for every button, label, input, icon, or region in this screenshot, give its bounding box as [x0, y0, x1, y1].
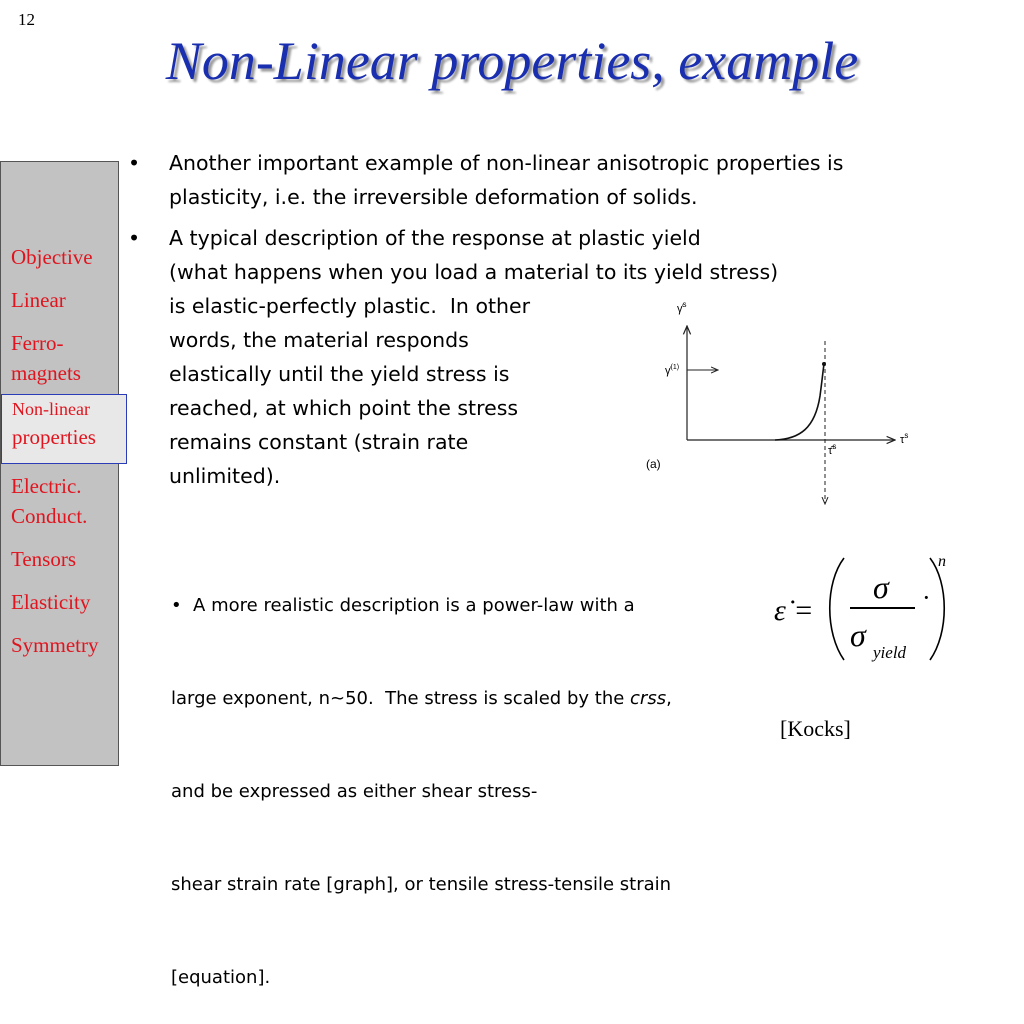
bullet-line: is elastic-perfectly plastic. In other: [169, 294, 531, 318]
sidebar-item-label: Conduct.: [11, 504, 88, 528]
x-mark-label: τ̂$^s$: [828, 442, 837, 457]
sidebar-item-objective[interactable]: Objective: [11, 245, 93, 269]
sidebar-item-linear[interactable]: Linear: [11, 288, 66, 312]
sidebar-item-label: Electric.: [11, 474, 82, 498]
sub-bullet-line: large exponent, n~50. The stress is scaled by the crss,: [171, 688, 672, 709]
denominator-sigma: σ: [850, 617, 866, 653]
sub-bullet-text: [171, 528, 672, 1024]
x-axis-label: $\tau^s$: [900, 431, 909, 446]
sub-bullet-line: • A more realistic description is a power-law with a: [171, 595, 635, 616]
power-law-curve: [775, 364, 824, 440]
slide-number: 12: [18, 10, 35, 29]
bullet-line: words, the material responds: [169, 328, 469, 352]
sidebar-item-label: properties: [12, 425, 96, 449]
crss-term: crss: [630, 688, 667, 709]
trailing-dot: ·: [922, 583, 931, 612]
sub-bullet-line: and be expressed as either shear stress-: [171, 781, 538, 802]
panel-label: (a): [646, 457, 661, 471]
bullet-line: elastically until the yield stress is: [169, 362, 510, 386]
sub-bullet-line: shear strain rate [graph], or tensile stress-tensile strain: [171, 874, 672, 895]
bullet-line: (what happens when you load a material to its yield stress): [169, 260, 779, 284]
sidebar-item-electric-conduct[interactable]: [11, 471, 87, 531]
sidebar-item-symmetry[interactable]: Symmetry: [11, 633, 99, 657]
bullet-line: reached, at which point the stress: [169, 396, 519, 420]
bullet-line: unlimited).: [169, 464, 281, 488]
bullet-marker: •: [128, 151, 141, 175]
yield-subscript: yield: [873, 643, 907, 662]
sidebar-item-ferromagnets[interactable]: [11, 328, 81, 388]
slide-title: Non-Linear properties, example: [165, 31, 859, 91]
sidebar-item-label: magnets: [11, 361, 81, 385]
sidebar-item-nonlinear[interactable]: [1, 394, 127, 464]
power-law-equation: [770, 548, 955, 668]
y-axis-label: γ̇$^s$: [677, 300, 687, 315]
bullet-line: A typical description of the response at plastic yield: [169, 226, 701, 250]
sidebar-item-label: Non-linear: [12, 399, 90, 419]
left-paren: [830, 558, 844, 660]
sub-bullet-line: [equation].: [171, 967, 271, 988]
sidebar-item-label: Ferro-: [11, 331, 64, 355]
right-paren: [930, 558, 944, 660]
sidebar-nav: [0, 161, 119, 766]
numerator-sigma: σ: [873, 569, 889, 605]
sidebar-item-tensors[interactable]: Tensors: [11, 547, 77, 571]
strain-rate-lhs: ε̇ =: [774, 594, 814, 627]
bullet-line: plasticity, i.e. the irreversible deformation of solids.: [169, 185, 698, 209]
curve-end-point: [822, 362, 826, 366]
y-mark-label: γ̇$^{(1)}$: [665, 364, 680, 377]
bullet-line: remains constant (strain rate: [169, 430, 469, 454]
exponent-n: n: [938, 553, 946, 570]
citation: [Kocks]: [780, 716, 851, 741]
sidebar-item-elasticity[interactable]: Elasticity: [11, 590, 91, 614]
stress-strain-rate-graph: [640, 296, 945, 506]
bullet-marker: •: [128, 226, 141, 250]
bullet-line: Another important example of non-linear anisotropic properties is: [169, 151, 844, 175]
